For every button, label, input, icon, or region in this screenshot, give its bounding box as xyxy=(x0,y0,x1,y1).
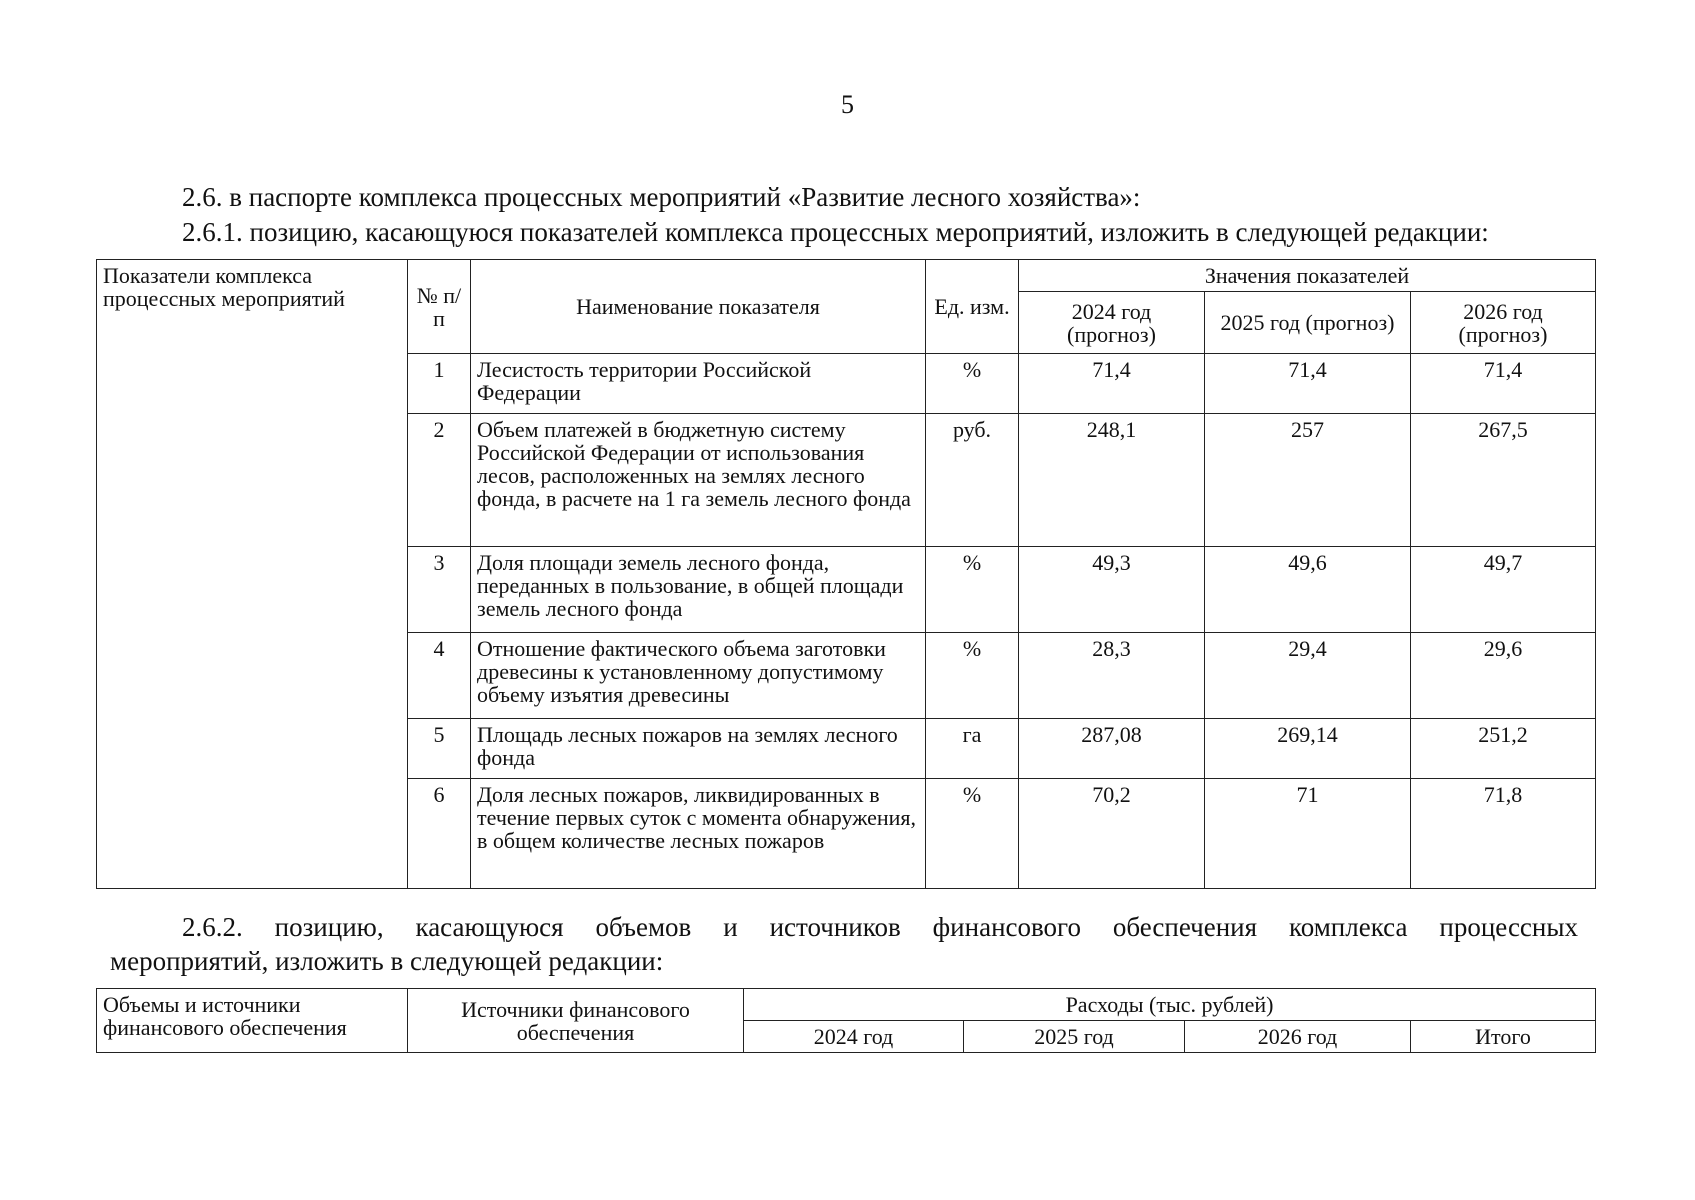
row-unit: % xyxy=(926,633,1019,719)
year-2025-header: 2025 год (прогноз) xyxy=(1205,292,1411,354)
row-value-2026: 251,2 xyxy=(1411,719,1596,779)
row-name: Лесистость территории Российской Федерации xyxy=(471,354,926,414)
col-num-header: № п/п xyxy=(408,260,471,354)
row-value-2026: 49,7 xyxy=(1411,547,1596,633)
expenses-header: Расходы (тыс. рублей) xyxy=(744,989,1596,1021)
row-value-2025: 49,6 xyxy=(1205,547,1411,633)
row-value-2025: 71,4 xyxy=(1205,354,1411,414)
paragraph-2-6-2 xyxy=(110,910,1578,978)
year-2026-header: 2026 год (прогноз) xyxy=(1411,292,1596,354)
row-unit: га xyxy=(926,719,1019,779)
row-value-2026: 71,8 xyxy=(1411,779,1596,889)
row-unit: % xyxy=(926,779,1019,889)
paragraph-2-6-2-line1: 2.6.2. позицию, касающуюся объемов и источников финансового обеспечения комплекса процессных xyxy=(182,912,1578,942)
expenses-total-header: Итого xyxy=(1411,1021,1596,1053)
row-value-2026: 267,5 xyxy=(1411,414,1596,547)
row-value-2024: 71,4 xyxy=(1019,354,1205,414)
row-num: 6 xyxy=(408,779,471,889)
row-num: 1 xyxy=(408,354,471,414)
row-value-2024: 287,08 xyxy=(1019,719,1205,779)
row-value-2025: 29,4 xyxy=(1205,633,1411,719)
row-value-2025: 71 xyxy=(1205,779,1411,889)
row-name: Площадь лесных пожаров на землях лесного фонда xyxy=(471,719,926,779)
expenses-2024-header: 2024 год xyxy=(744,1021,964,1053)
row-num: 5 xyxy=(408,719,471,779)
row-name: Отношение фактического объема заготовки древесины к установленному допустимому объему изъятия древесины xyxy=(471,633,926,719)
paragraph-2-6-2-line2: мероприятий, изложить в следующей редакции: xyxy=(110,946,664,976)
row-num: 3 xyxy=(408,547,471,633)
row-value-2024: 28,3 xyxy=(1019,633,1205,719)
row-value-2025: 269,14 xyxy=(1205,719,1411,779)
row-name: Доля лесных пожаров, ликвидированных в течение первых суток с момента обнаружения, в общем количестве лесных пожаров xyxy=(471,779,926,889)
row-name: Объем платежей в бюджетную систему Российской Федерации от использования лесов, расположенных на землях лесного фонда, в расчете на 1 га земель лесного фонда xyxy=(471,414,926,547)
funding-side-label: Объемы и источники финансового обеспечения xyxy=(97,989,408,1053)
col-unit-header: Ед. изм. xyxy=(926,260,1019,354)
row-num: 2 xyxy=(408,414,471,547)
row-num: 4 xyxy=(408,633,471,719)
row-value-2024: 248,1 xyxy=(1019,414,1205,547)
row-value-2025: 257 xyxy=(1205,414,1411,547)
col-name-header: Наименование показателя xyxy=(471,260,926,354)
indicators-table xyxy=(96,259,1596,889)
paragraph-2-6-1: 2.6.1. позицию, касающуюся показателей комплекса процессных мероприятий, изложить в следующей редакции: xyxy=(182,217,1489,247)
funding-source-header: Источники финансового обеспечения xyxy=(408,989,744,1053)
funding-table xyxy=(96,988,1596,1053)
row-value-2024: 70,2 xyxy=(1019,779,1205,889)
row-unit: % xyxy=(926,547,1019,633)
indicators-side-label: Показатели комплекса процессных мероприятий xyxy=(97,260,408,889)
row-value-2026: 71,4 xyxy=(1411,354,1596,414)
row-unit: руб. xyxy=(926,414,1019,547)
expenses-2025-header: 2025 год xyxy=(964,1021,1185,1053)
row-unit: % xyxy=(926,354,1019,414)
page-number: 5 xyxy=(841,90,854,119)
expenses-2026-header: 2026 год xyxy=(1185,1021,1411,1053)
row-value-2024: 49,3 xyxy=(1019,547,1205,633)
year-2024-header: 2024 год (прогноз) xyxy=(1019,292,1205,354)
row-value-2026: 29,6 xyxy=(1411,633,1596,719)
col-values-header: Значения показателей xyxy=(1019,260,1596,292)
row-name: Доля площади земель лесного фонда, переданных в пользование, в общей площади земель лесного фонда xyxy=(471,547,926,633)
paragraph-2-6: 2.6. в паспорте комплекса процессных мероприятий «Развитие лесного хозяйства»: xyxy=(182,182,1141,212)
